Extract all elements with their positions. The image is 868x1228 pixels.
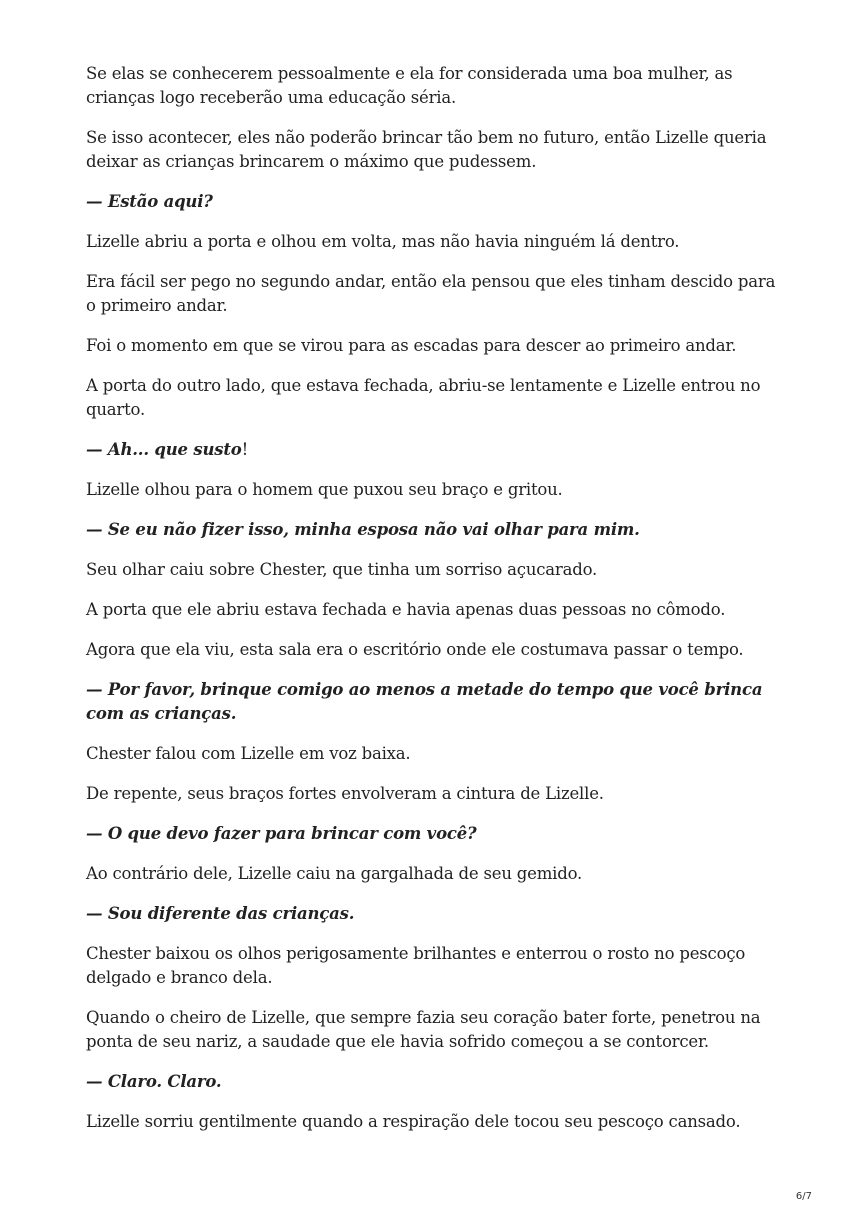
paragraph: De repente, seus braços fortes envolveram a cintura de Lizelle. (86, 784, 604, 803)
page-number: 6/7 (795, 1191, 812, 1202)
paragraph: Se elas se conhecerem pessoalmente e ela for considerada uma boa mulher, as crianças logo receberão uma educação séria. (86, 64, 733, 107)
paragraph: Era fácil ser pego no segundo andar, então ela pensou que eles tinham descido para o primeiro andar. (86, 272, 776, 315)
paragraph: Lizelle sorriu gentilmente quando a respiração dele tocou seu pescoço cansado. (86, 1112, 741, 1131)
dialog-line: — Se eu não fizer isso, minha esposa não vai olhar para mim. (86, 520, 640, 539)
paragraph: Seu olhar caiu sobre Chester, que tinha um sorriso açucarado. (86, 560, 598, 579)
dialog-line: — Estão aqui? (86, 192, 213, 211)
paragraph: Quando o cheiro de Lizelle, que sempre fazia seu coração bater forte, penetrou na ponta de seu nariz, a saudade que ele havia sofrido começou a se contorcer. (86, 1008, 761, 1051)
dialog-suffix: ! (241, 440, 249, 459)
dialog-line: — O que devo fazer para brincar com você? (86, 824, 477, 843)
dialog-line: — Claro. Claro. (86, 1072, 222, 1091)
paragraph: A porta do outro lado, que estava fechada, abriu-se lentamente e Lizelle entrou no quarto. (86, 376, 761, 419)
paragraph: Ao contrário dele, Lizelle caiu na gargalhada de seu gemido. (86, 864, 583, 883)
paragraph: Lizelle abriu a porta e olhou em volta, mas não havia ninguém lá dentro. (86, 232, 680, 251)
paragraph: Agora que ela viu, esta sala era o escritório onde ele costumava passar o tempo. (86, 640, 744, 659)
paragraph: Chester falou com Lizelle em voz baixa. (86, 744, 411, 763)
dialog-line: — Sou diferente das crianças. (86, 904, 355, 923)
dialog-text: — Ah... que susto (86, 440, 242, 459)
paragraph: Foi o momento em que se virou para as escadas para descer ao primeiro andar. (86, 336, 737, 355)
paragraph: A porta que ele abriu estava fechada e havia apenas duas pessoas no cômodo. (86, 600, 726, 619)
dialog-line: — Por favor, brinque comigo ao menos a metade do tempo que você brinca com as crianças. (86, 680, 763, 723)
dialog-line (86, 438, 786, 462)
paragraph: Se isso acontecer, eles não poderão brincar tão bem no futuro, então Lizelle queria deixar as crianças brincarem o máximo que pudessem. (86, 128, 767, 171)
paragraph: Chester baixou os olhos perigosamente brilhantes e enterrou o rosto no pescoço delgado e branco dela. (86, 944, 746, 987)
document-body (86, 62, 786, 1150)
paragraph: Lizelle olhou para o homem que puxou seu braço e gritou. (86, 480, 563, 499)
